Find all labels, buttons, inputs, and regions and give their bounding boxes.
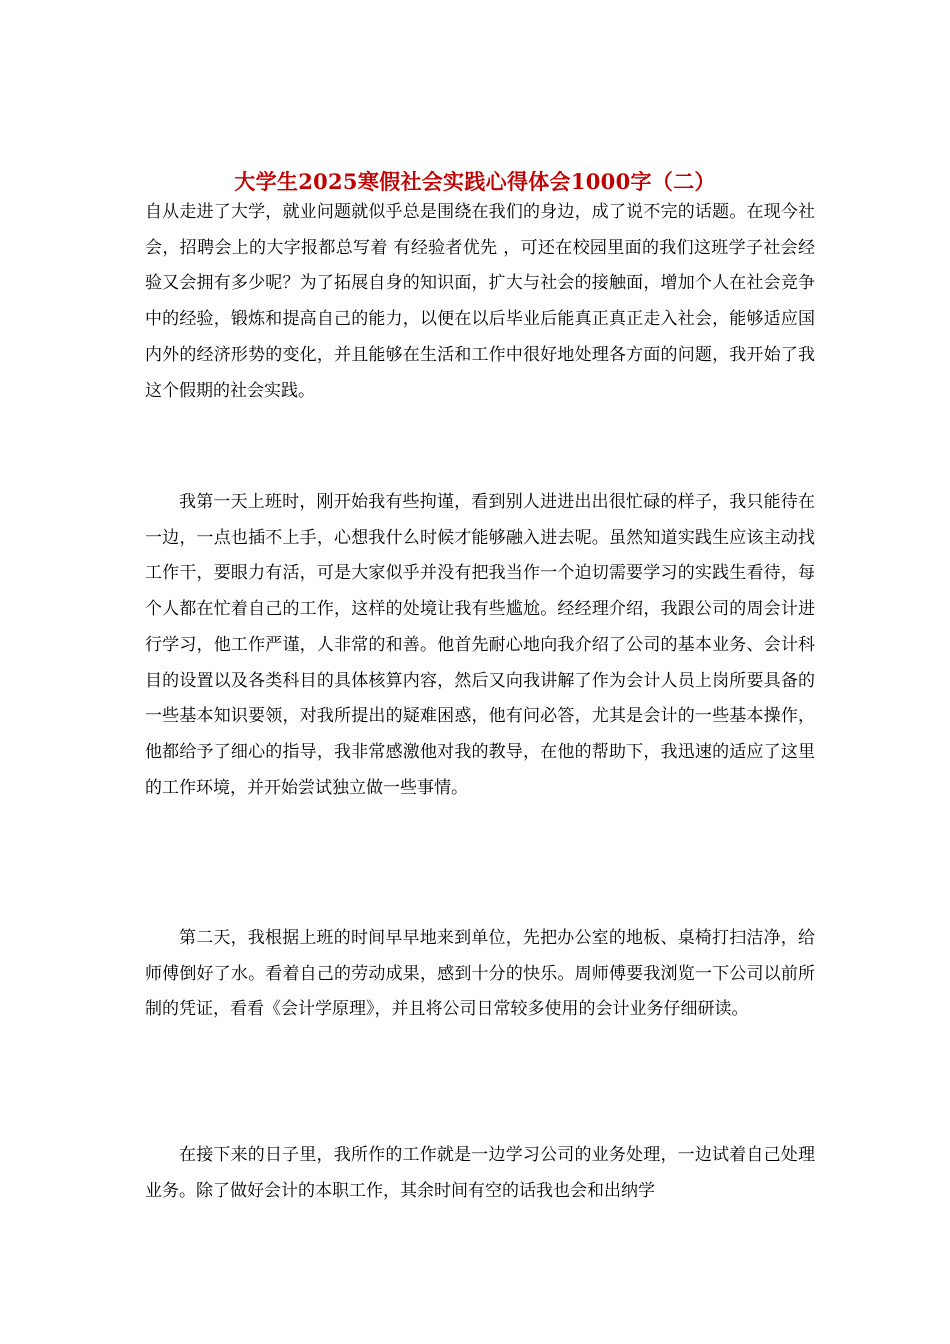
document-title: 大学生2025寒假社会实践心得体会1000字（二）	[234, 169, 716, 195]
paragraph-3: 第二天，我根据上班的时间早早地来到单位，先把办公室的地板、桌椅打扫洁净，给师傅倒好了水。看着自己的劳动成果，感到十分的快乐。周师傅要我浏览一下公司以前所制的凭证，看看《会计学原理》，并且将公司日常较多使用的会计业务仔细研读。	[145, 928, 815, 1020]
paragraph-1: 自从走进了大学，就业问题就似乎总是围绕在我们的身边，成了说不完的话题。在现今社会，招聘会上的大字报都总写着 有经验者优先 ，可还在校园里面的我们这班学子社会经验又会拥有多少呢？为了拓展自身的知识面，扩大与社会的接触面，增加个人在社会竞争中的经验，锻炼和提高自己的能力，以便在以后毕业后能真正真正走入社会，能够适应国内外的经济形势的变化，并且能够在生活和工作中很好地处理各方面的问题，我开始了我这个假期的社会实践。	[145, 202, 815, 401]
paragraph-2: 我第一天上班时，刚开始我有些拘谨，看到别人进进出出很忙碌的样子，我只能待在一边，一点也插不上手，心想我什么时候才能够融入进去呢。虽然知道实践生应该主动找工作干，要眼力有活，可是大家似乎并没有把我当作一个迫切需要学习的实践生看待，每个人都在忙着自己的工作，这样的处境让我有些尴尬。经经理介绍，我跟公司的周会计进行学习，他工作严谨，人非常的和善。他首先耐心地向我介绍了公司的基本业务、会计科目的设置以及各类科目的具体核算内容，然后又向我讲解了作为会计人员上岗所要具备的一些基本知识要领，对我所提出的疑难困惑，他有问必答，尤其是会计的一些基本操作，他都给予了细心的指导，我非常感激他对我的教导，在他的帮助下，我迅速的适应了这里的工作环境，并开始尝试独立做一些事情。	[145, 492, 815, 798]
paragraph-4: 在接下来的日子里，我所作的工作就是一边学习公司的业务处理，一边试着自己处理业务。除了做好会计的本职工作，其余时间有空的话我也会和出纳学	[145, 1145, 815, 1201]
